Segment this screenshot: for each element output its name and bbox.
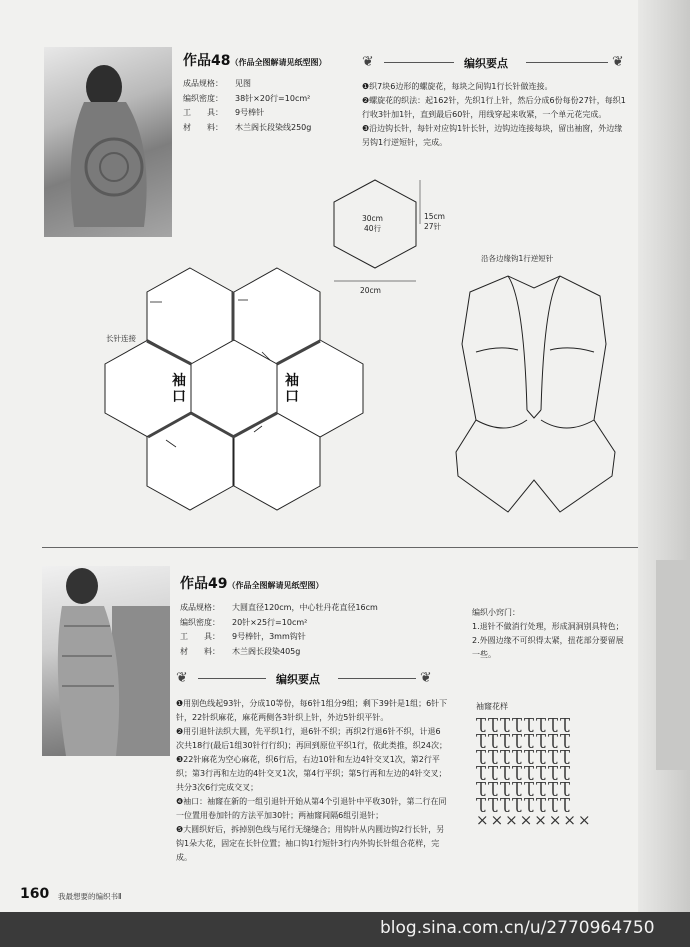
hex-width-label: 20cm — [360, 286, 381, 295]
stitch-chart-row: ƮƮƮƮƮƮƮƮ — [476, 779, 573, 797]
sleeve-label-left: 袖 口 — [172, 373, 186, 405]
spec-row: 编织密度： 20针×25行=10cm² — [180, 617, 308, 627]
spec-row: 成品规格： 大圆直径120cm，中心牡丹花直径16cm — [180, 603, 378, 612]
stitch-chart-row: ƮƮƮƮƮƮƮƮ — [476, 715, 573, 733]
work49-points: ❶用别色线起93针，分成10等份，每6针1组分9组；剩下39针是1组；6针下针，22针织麻花，麻花两侧各3针织上针，外边5针织平针。 ❷用引退针法织大圆，先平织1行，退6针不织；再织2行退6针不织，计退6次共18行(最后1组30针行行织)；再回到原位平织1行，依此类推，织24次； ❸22针麻花为空心麻花，织6行后，右边10针和左边4针交叉1次，第2行平织；第3行再和左边的4针交叉1次，第4行平织；第5行再和左边的4针交叉；共分3次6行完成交叉； ❹袖口：袖窿在新的一组引退针开始从第4个引退针中平收30针，第二行在同一位置用卷加针的方法平加30针；两袖窿间隔6组引退针； ❺大圆织好后，拆掉别色线与尾行无缝缝合；用钩针从内圆边钩2行长针，另钩1朵大花，固定在长针位置；袖口钩1行短针3行内外钩长针组合花样，完成。 — [176, 699, 448, 862]
spec-row: 材 料： 木兰阁长段染线250g — [183, 122, 312, 132]
watermark: blog.sina.com.cn/u/2770964750 — [380, 918, 655, 938]
work48-title: 作品48（作品全图解请见纸型图） — [183, 53, 327, 69]
work49-photo — [42, 566, 170, 756]
scroll-ornament-icon: ❦ — [612, 54, 624, 70]
hex-dimension-label: 30cm 40行 — [362, 214, 383, 233]
stitch-chart — [476, 716, 626, 828]
spec-row: 成品规格： 见图 — [183, 79, 251, 88]
hex-side-label: 15cm 27针 — [424, 212, 445, 231]
stitch-chart-row: ×××××××× — [476, 811, 593, 829]
work48-points: ❶织7块6边形的螺旋花，每块之间钩1行长针做连接。 ❷螺旋花的织法：起162针，先织1行上针，然后分成6份每份27针，每织1行收3针加1针，直到最后60针，用线穿起来收紧，一个单元花完成。 ❸沿边钩长针，每针对应钩1针长针，边钩边连接每块，留出袖窗，外边缘另钩1行逆短针，完成。 — [362, 82, 626, 147]
spec-row: 工 具： 9号棒针，3mm钩针 — [180, 632, 306, 641]
work48-points-banner: ❦ 编织要点 ❦ — [362, 54, 624, 70]
book-title: 我最想要的编织书Ⅱ — [58, 892, 122, 901]
stitch-chart-row: ƮƮƮƮƮƮƮƮ — [476, 731, 573, 749]
spec-row: 编织密度： 38针×20行=10cm² — [183, 93, 311, 103]
sleeve-label-right: 袖 口 — [285, 373, 299, 405]
stitch-chart-row: ƮƮƮƮƮƮƮƮ — [476, 795, 573, 813]
stitch-chart-row: ƮƮƮƮƮƮƮƮ — [476, 763, 573, 781]
work49-title: 作品49（作品全图解请见纸型图） — [180, 576, 324, 592]
edge-label: 沿各边缘钩1行逆短针 — [481, 254, 554, 263]
section-divider — [42, 547, 638, 548]
page-number: 160 — [20, 886, 50, 902]
scroll-ornament-icon: ❦ — [420, 670, 432, 686]
work49-notes: 编织小窍门： 1.退针不做消行处理，形成洞洞别具特色； 2.外圆边缘不可织得太紧，扭花部分要留展一些。 — [472, 608, 624, 659]
scroll-ornament-icon: ❦ — [362, 54, 374, 70]
spec-row: 材 料： 木兰阁长段染405g — [180, 646, 301, 656]
scroll-ornament-icon: ❦ — [176, 670, 188, 686]
work49-points-banner: ❦ 编织要点 ❦ — [176, 670, 432, 686]
spec-row: 工 具： 9号棒针 — [183, 108, 265, 117]
stitch-chart-row: ƮƮƮƮƮƮƮƮ — [476, 747, 573, 765]
work49-specs — [180, 601, 378, 659]
long-stitch-label: 长针连接 — [106, 334, 136, 343]
stitch-chart-title: 袖窿花样 — [476, 702, 508, 711]
